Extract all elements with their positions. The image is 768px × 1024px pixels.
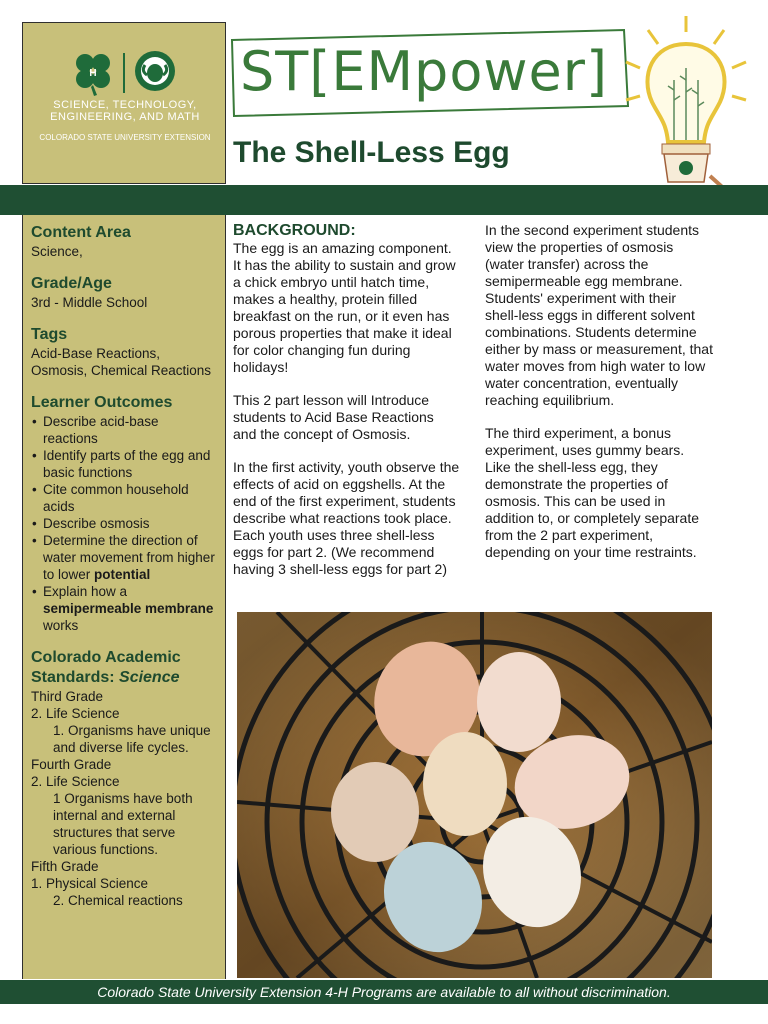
background-paragraph: In the first activity, youth observe the effects of acid on eggshells. At the end of the first experiment, students describe what reactions took place. Each youth uses three shell-less eggs for part 2. (We recommend having 3 shell-less eggs for part 2)	[233, 459, 460, 577]
svg-text:H: H	[89, 68, 97, 79]
outcome-item: • Describe osmosis	[43, 515, 217, 532]
outcome-bold: potential	[94, 567, 151, 582]
grade-age-value: 3rd - Middle School	[31, 295, 148, 310]
outcome-item: • Describe acid-base reactions	[43, 413, 217, 447]
background-paragraph: In the second experiment students view the properties of osmosis (water transfer) across the semipermeable egg membrane. Students' experiment with their shell-less eggs in different solvent combinations. Students determine either by mass or measurement, that water moves from high water to low water concentration, eventually reaching equilibrium.	[485, 222, 713, 408]
outcome-text: Determine the direction of water movement from higher to lower	[43, 533, 215, 582]
outcome-text: works	[43, 618, 79, 633]
header-band	[0, 185, 768, 215]
outcome-item: • Identify parts of the egg and basic functions	[43, 447, 217, 481]
tags-value: Acid-Base Reactions, Osmosis, Chemical Reactions	[31, 346, 212, 378]
logo-subtitle: COLORADO STATE UNIVERSITY EXTENSION	[39, 133, 211, 142]
standard-line: Third Grade	[31, 689, 104, 704]
outcome-text: Explain how a	[43, 584, 128, 599]
logo-tagline: SCIENCE, TECHNOLOGY, ENGINEERING, AND MATH	[50, 99, 200, 123]
content-area-value: Science,	[31, 244, 83, 259]
learner-outcomes-list	[31, 413, 217, 634]
standards-heading	[31, 648, 217, 688]
outcome-bold: semipermeable membrane	[43, 601, 214, 616]
background-paragraph: The third experiment, a bonus experiment, uses gummy bears. Like the shell-less egg, they demonstrate the properties of osmosis. This can be used in addition to, or completely separate from the 2 part experiment, depending on your time restraints.	[485, 425, 700, 560]
background-heading: BACKGROUND:	[233, 222, 356, 239]
background-column-1	[233, 222, 461, 594]
footer-band: Colorado State University Extension 4-H Programs are available to all without discrimination.	[0, 980, 768, 1004]
outcome-item	[43, 532, 217, 583]
lightbulb-icon	[618, 10, 758, 200]
clover-ram-logo-icon	[71, 49, 181, 97]
standard-line: Fourth Grade	[31, 757, 112, 772]
standard-line: 2. Life Science	[31, 774, 120, 789]
standards-heading-text: Colorado Academic Standards:	[31, 649, 181, 686]
sidebar	[22, 215, 226, 979]
background-paragraph: The egg is an amazing component. It has the ability to sustain and grow a chick embryo until hatch time, makes a healthy, protein filled breakfast on the run, or it even has porous properties that make it ideal for color changing fun during holidays!	[233, 240, 456, 375]
tags-heading: Tags	[31, 326, 68, 343]
banner-text: ST[EMpower]	[240, 40, 609, 103]
outcome-item	[43, 583, 217, 634]
content-area-heading: Content Area	[31, 224, 131, 241]
background-column-2	[485, 222, 713, 577]
outcome-item: • Cite common household acids	[43, 481, 217, 515]
standard-line: 2. Life Science	[31, 706, 120, 721]
page-title: The Shell-Less Egg	[233, 136, 510, 169]
eggs-basket-photo	[237, 612, 712, 978]
standard-line: 1 Organisms have both internal and external structures that serve various functions.	[53, 791, 193, 857]
grade-age-heading: Grade/Age	[31, 275, 112, 292]
standards-heading-em: Science	[119, 669, 180, 686]
stempower-banner	[228, 26, 632, 118]
standard-line: 1. Organisms have unique and diverse life cycles.	[53, 723, 211, 755]
logo-panel	[22, 22, 226, 184]
learner-outcomes-heading: Learner Outcomes	[31, 394, 173, 411]
standard-line: Fifth Grade	[31, 859, 99, 874]
standard-line: 2. Chemical reactions	[53, 893, 183, 908]
background-paragraph: This 2 part lesson will Introduce students to Acid Base Reactions and the concept of Osmosis.	[233, 392, 434, 442]
standard-line: 1. Physical Science	[31, 876, 149, 891]
